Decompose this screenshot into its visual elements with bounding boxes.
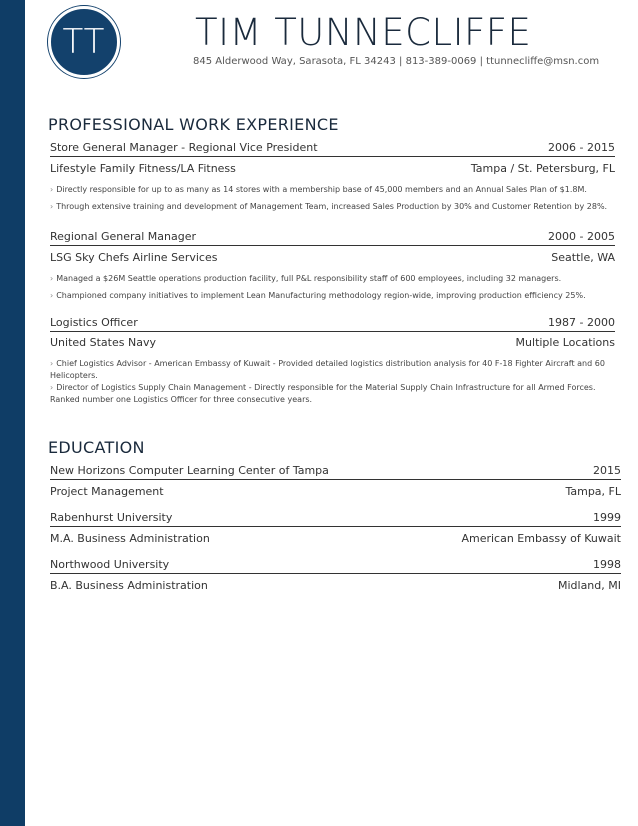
job-bullet: › Directly responsible for up to as many as 14 stores with a membership base of 45,000 members and an Annual Sales Plan of $1.8M.: [50, 185, 587, 194]
education-program: Project Management: [50, 485, 164, 498]
education-program-row: [50, 579, 621, 592]
job-dates: 2000 - 2005: [548, 230, 615, 243]
education-program-row: [50, 532, 621, 545]
education-year: 2015: [593, 464, 621, 477]
job-bullet: › Through extensive training and development of Management Team, increased Sales Production by 30% and Customer Retention by 28%.: [50, 202, 608, 211]
education-section-title: EDUCATION: [48, 438, 145, 457]
job-company: United States Navy: [50, 336, 156, 349]
candidate-name: TIM TUNNECLIFFE: [195, 11, 532, 54]
job-bullet: › Managed a $26M Seattle operations production facility, full P&L responsibility staff of 600 employees, including 32 managers.: [50, 274, 562, 283]
job-role: Store General Manager - Regional Vice President: [50, 141, 318, 154]
job-company: Lifestyle Family Fitness/LA Fitness: [50, 162, 236, 175]
education-program-row: [50, 485, 621, 498]
education-year: 1998: [593, 558, 621, 571]
education-school: Northwood University: [50, 558, 170, 571]
job-dates: 2006 - 2015: [548, 141, 615, 154]
education-location: American Embassy of Kuwait: [461, 532, 621, 545]
education-program: B.A. Business Administration: [50, 579, 208, 592]
side-stripe: [0, 0, 25, 826]
education-location: Midland, MI: [557, 579, 621, 592]
job-company-row: [50, 336, 615, 349]
job-location: Tampa / St. Petersburg, FL: [470, 162, 615, 175]
monogram-logo: TT: [48, 6, 120, 78]
job-bullet: › Championed company initiatives to implement Lean Manufacturing methodology region-wide, improving production efficiency 25%.: [50, 291, 586, 300]
education-location: Tampa, FL: [565, 485, 621, 498]
job-location: Seattle, WA: [551, 251, 615, 264]
education-year: 1999: [593, 511, 621, 524]
job-dates: 1987 - 2000: [548, 316, 615, 329]
job-company: LSG Sky Chefs Airline Services: [50, 251, 218, 264]
education-school: Rabenhurst University: [50, 511, 173, 524]
education-program: M.A. Business Administration: [50, 532, 210, 545]
job-role: Regional General Manager: [50, 230, 197, 243]
education-school: New Horizons Computer Learning Center of Tampa: [50, 464, 329, 477]
job-header: [50, 316, 615, 332]
job-company-row: [50, 251, 615, 264]
education-header: [50, 558, 621, 574]
job-location: Multiple Locations: [515, 336, 615, 349]
job-company-row: [50, 162, 615, 175]
job-role: Logistics Officer: [50, 316, 138, 329]
experience-section-title: PROFESSIONAL WORK EXPERIENCE: [48, 115, 339, 134]
job-bullet: › Chief Logistics Advisor - American Embassy of Kuwait - Provided detailed logistics distribution analysis for 40 F-18 Fighter Aircraft and 60 Helicopters.: [50, 359, 605, 380]
job-header: [50, 141, 615, 157]
education-header: [50, 511, 621, 527]
education-header: [50, 464, 621, 480]
job-header: [50, 230, 615, 246]
job-bullet: › Director of Logistics Supply Chain Management - Directly responsible for the Material Supply Chain Infrastructure for all Armed Forces. Ranked number one Logistics Officer for three consecutive years.: [50, 383, 596, 404]
contact-info: 845 Alderwood Way, Sarasota, FL 34243 | 813-389-0069 | ttunnecliffe@msn.com: [193, 56, 600, 67]
